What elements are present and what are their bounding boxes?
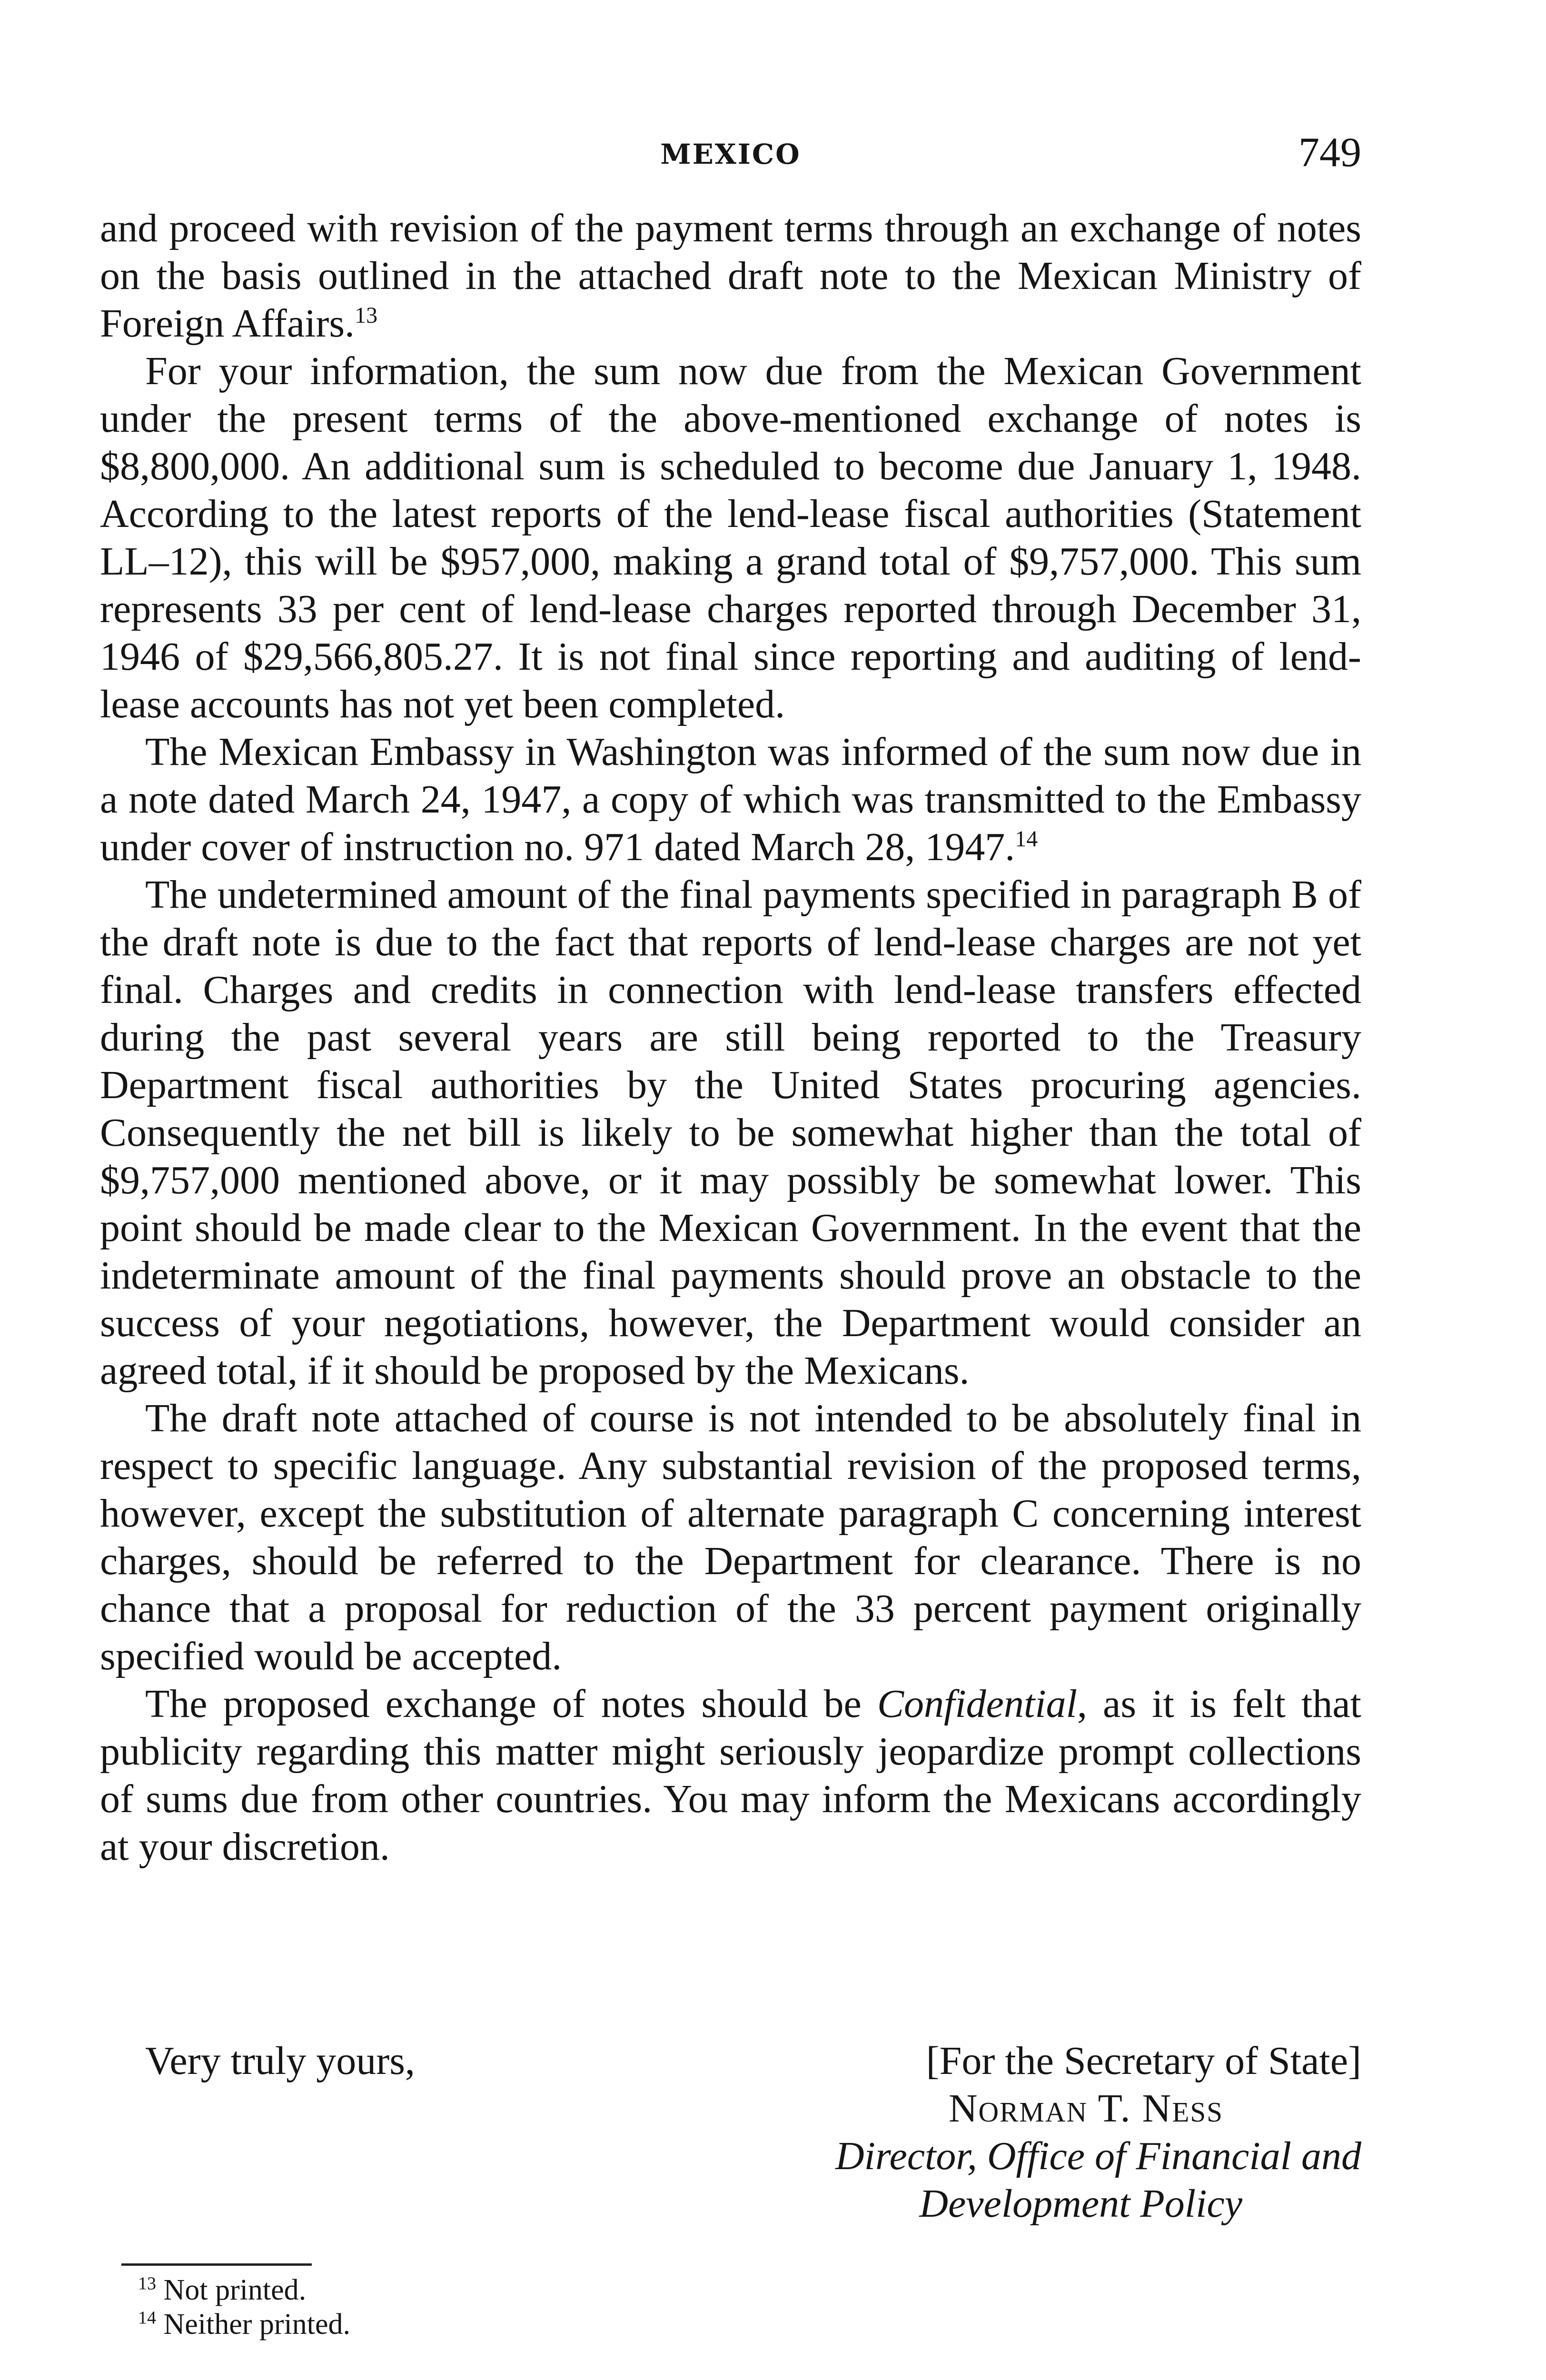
signer-title-office: , Office of Financial and — [967, 2134, 1361, 2178]
running-head: MEXICO — [660, 138, 801, 170]
footnotes — [138, 2273, 350, 2341]
signer-name: Norman T. Ness — [948, 2086, 1223, 2131]
paragraph-3 — [100, 728, 1361, 871]
for-secretary-line: [For the Secretary of State] — [926, 2039, 1361, 2083]
footnote-ref-13: 13 — [355, 303, 378, 328]
paragraph-6 — [100, 1680, 1361, 1871]
paragraph-5: The draft note attached of course is not intended to be absolutely final in respect to specific language. Any substantial revision of the proposed terms, however, except the substitution of alternate paragraph C concerning interest charges, should be referred to the Department for clearance. There is no chance that a proposal for reduction of the 33 percent payment originally specified would be accepted. — [100, 1396, 1361, 1678]
closing-line: Very truly yours, — [145, 2039, 415, 2083]
page-number: 749 — [1298, 129, 1361, 176]
signer-title-director: Director — [835, 2134, 967, 2178]
footnote-14 — [138, 2307, 350, 2341]
paragraph-6-text-end: , as it is felt that publicity regarding this matter might seriously jeopardize prompt collections of sums due from other countries. You may inform the Mexicans accordingly at your discretion. — [100, 1682, 1362, 1869]
letter-body — [100, 205, 1361, 1871]
paragraph-1-text: and proceed with revision of the payment terms through an exchange of notes on the basis outlined in the attached draft note to the Mexican Ministry of Foreign Affairs. — [100, 206, 1361, 346]
paragraph-1 — [100, 205, 1361, 347]
confidential-emphasis: Confidential — [877, 1682, 1077, 1726]
footnote-13-text: Not printed. — [163, 2274, 307, 2306]
paragraph-6-text-start: The proposed exchange of notes should be — [145, 1682, 877, 1726]
signer-title-line-1 — [835, 2132, 1361, 2180]
paragraph-2: For your information, the sum now due from the Mexican Government under the present terms of the above-mentioned exchange of notes is $8,800,000. An additional sum is scheduled to become due January 1, 1948. According to the latest reports of the lend-lease fiscal authorities (Statement LL–12), this will be $957,000, making a grand total of $9,757,000. This sum represents 33 per cent of lend-lease charges reported through December 31, 1946 of $29,566,805.27. It is not final since reporting and auditing of lend-lease accounts has not yet been completed. — [100, 349, 1361, 726]
footnote-14-text: Neither printed. — [163, 2308, 351, 2340]
paragraph-3-text: The Mexican Embassy in Washington was informed of the sum now due in a note dated March 24, 1947, a copy of which was transmitted to the Embassy under cover of instruction no. 971 dated March 28, 1947. — [100, 730, 1361, 869]
footnote-13 — [138, 2273, 350, 2307]
footnote-divider — [121, 2263, 312, 2266]
footnote-ref-14: 14 — [1015, 826, 1038, 852]
paragraph-4: The undetermined amount of the final payments specified in paragraph B of the draft note is due to the fact that reports of lend-lease charges are not yet final. Charges and credits in connection with lend-lease transfers effected during the past several years are still being reported to the Treasury Department fiscal authorities by the United States procuring agencies. Consequently the net bill is likely to be somewhat higher than the total of $9,757,000 mentioned above, or it may possibly be somewhat lower. This point should be made clear to the Mexican Government. In the event that the indeterminate amount of the final payments should prove an obstacle to the success of your negotiations, however, the Department would consider an agreed total, if it should be proposed by the Mexicans. — [100, 873, 1361, 1393]
footnote-14-marker: 14 — [138, 2308, 156, 2328]
signature-block — [100, 2037, 1361, 2226]
signer-title-line-2: Development Policy — [919, 2182, 1242, 2226]
page-header — [100, 129, 1361, 186]
footnote-13-marker: 13 — [138, 2273, 156, 2294]
